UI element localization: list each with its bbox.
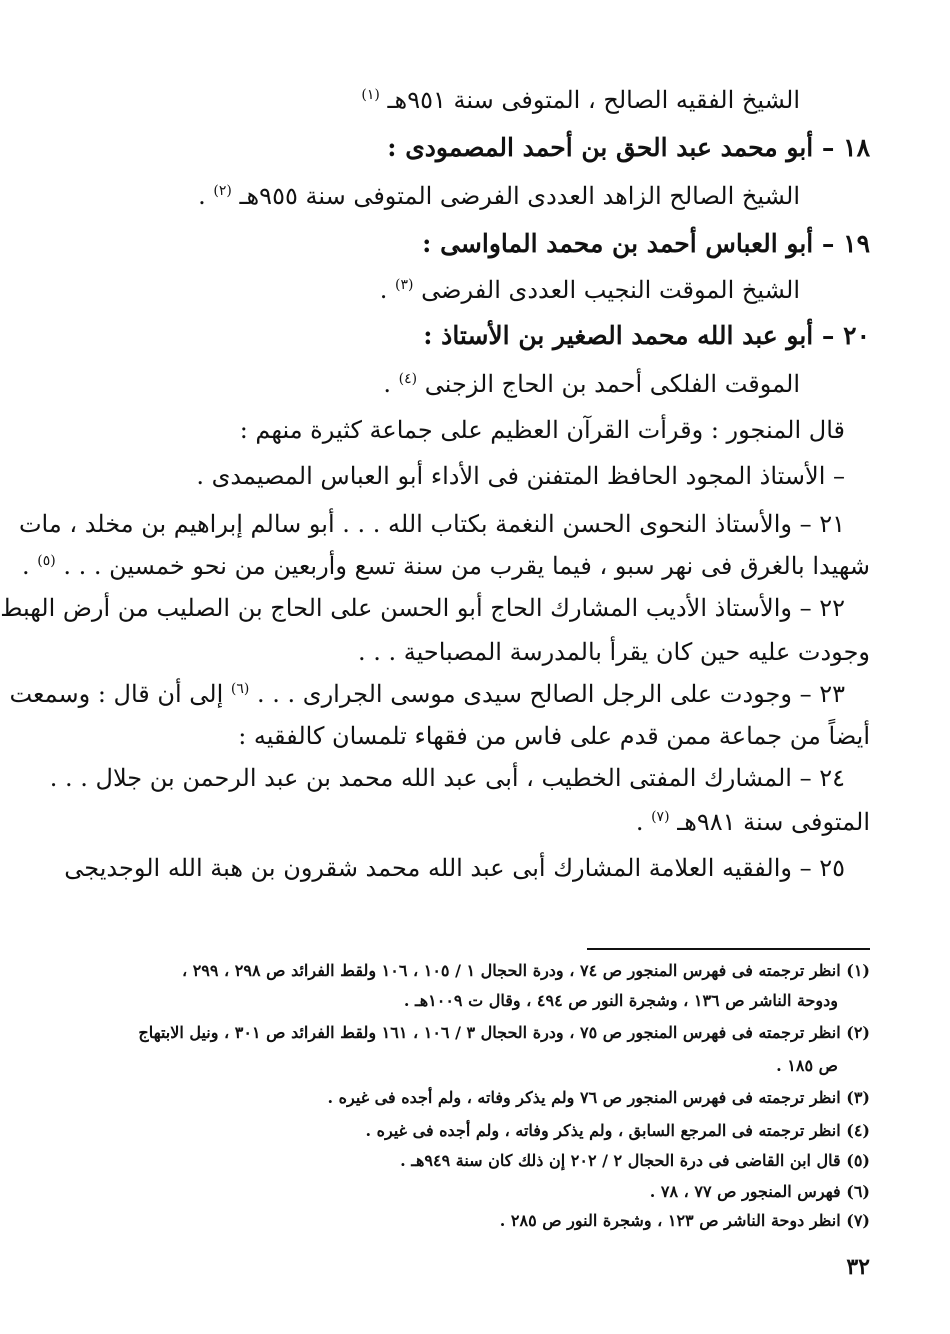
body-line-11: شهيدا بالغرق فى نهر سبو ، فيما يقرب من سنة تسع وأربعين من نحو خمسين . . . $^{(٥)}$ .	[21, 552, 870, 580]
entry-heading-20: ٢٠ – أبو عبد الله محمد الصغير بن الأستاذ :	[423, 321, 870, 350]
body-line-5: الشيخ الموقت النجيب العددى الفرضى $^{(٣)}$ .	[379, 276, 800, 304]
body-line-7: الموقت الفلكى أحمد بن الحاج الزجنى $^{(٤)}$ .	[383, 370, 800, 398]
footnote-7: (٧) انظر دوحة الناشر ص ١٢٣ ، وشجرة النور ص ٢٨٥ .	[499, 1211, 870, 1230]
footnote-5: (٥) قال ابن القاضى فى درة الحجال ٢ / ٢٠٢ إن ذلك كان سنة ٩٤٩هـ .	[400, 1151, 870, 1170]
body-line-10: ٢١ – والأستاذ النحوى الحسن النغمة بكتاب الله . . . أبو سالم إبراهيم بن مخلد ، مات	[18, 510, 845, 538]
footnote-2-continued: ص ١٨٥ .	[776, 1056, 838, 1075]
body-line-18: ٢٥ – والفقيه العلامة المشارك أبى عبد الله محمد شقرون بن هبة الله الوجديجى	[64, 854, 845, 882]
entry-heading-18: ١٨ – أبو محمد عبد الحق بن أحمد المصمودى :	[387, 133, 870, 162]
body-line-9: – الأستاذ المجود الحافظ المتفنن فى الأداء أبو العباس المصيمدى .	[196, 462, 845, 490]
body-line-17: المتوفى سنة ٩٨١هـ $^{(٧)}$ .	[635, 808, 870, 836]
footnote-separator	[587, 948, 870, 950]
footnote-3: (٣) انظر ترجمته فى فهرس المنجور ص ٧٦ ولم يذكر وفاته ، ولم أجده فى غيره .	[327, 1088, 870, 1107]
body-line-1: الشيخ الفقيه الصالح ، المتوفى سنة ٩٥١هـ $^{(١)}$	[361, 86, 800, 114]
footnote-2: (٢) انظر ترجمته فى فهرس المنجور ص ٧٥ ، ودرة الحجال ٣ / ١٠٦ ، ١٦١ ولقط الفرائد ص ٣٠١ ، ونيل الابتهاج	[138, 1023, 870, 1042]
footnote-4: (٤) انظر ترجمته فى المرجع السابق ، ولم يذكر وفاته ، ولم أجده فى غيره .	[365, 1121, 870, 1140]
body-line-12: ٢٢ – والأستاذ الأديب المشارك الحاج أبو الحسن على الحاج بن الصليب من أرض الهبط	[0, 594, 845, 622]
footnote-1-continued: ودوحة الناشر ص ١٣٦ ، وشجرة النور ص ٤٩٤ ، وقال ت ١٠٠٩هـ .	[403, 991, 838, 1010]
footnote-1: (١) انظر ترجمته فى فهرس المنجور ص ٧٤ ، ودرة الحجال ١ / ١٠٥ ، ١٠٦ ولقط الفرائد ص ٢٩٨ ، ٢٩٩ ،	[181, 961, 870, 980]
body-line-3: الشيخ الصالح الزاهد العددى الفرضى المتوفى سنة ٩٥٥هـ $^{(٢)}$ .	[198, 182, 800, 210]
body-line-8: قال المنجور : وقرأت القرآن العظيم على جماعة كثيرة منهم :	[239, 416, 845, 444]
page-number: ٣٢	[846, 1254, 870, 1280]
entry-heading-19: ١٩ – أبو العباس أحمد بن محمد الماواسى :	[422, 229, 870, 258]
footnote-6: (٦) فهرس المنجور ص ٧٧ ، ٧٨ .	[649, 1182, 870, 1201]
body-line-15: أيضاً من جماعة ممن قدم على فاس من فقهاء تلمسان كالفقيه :	[238, 722, 870, 750]
body-line-16: ٢٤ – المشارك المفتى الخطيب ، أبى عبد الله محمد بن عبد الرحمن بن جلال . . .	[49, 764, 845, 792]
body-line-14: ٢٣ – وجودت على الرجل الصالح سيدى موسى الجرارى . . . $^{(٦)}$ إلى أن قال : وسمعت	[9, 680, 845, 708]
body-line-13: وجودت عليه حين كان يقرأ بالمدرسة المصباحية . . .	[358, 638, 870, 666]
